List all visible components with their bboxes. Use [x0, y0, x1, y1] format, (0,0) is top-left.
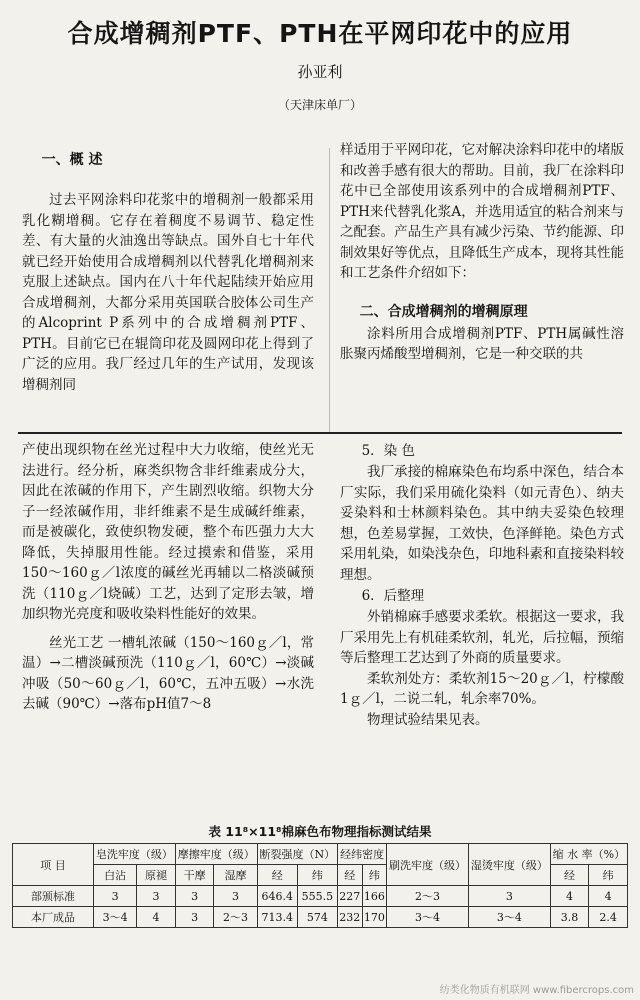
table-cell: 3～4 [94, 907, 137, 928]
subheader: 纬 [362, 865, 387, 886]
overview-paragraph: 过去平网涂料印花浆中的增稠剂一般都采用乳化糊增稠。它存在着稠度不易调节、稳定性差、有大量的火油逸出等缺点。国外自七十年代就已经开始使用合成增稠剂以代替乳化增稠剂来克服上述缺点。国内在八十年代起陆续开始应用合成增稠剂，大都分采用英国联合胶体公司生产的Alcoprint P系列中的合成增稠剂PTF、PTH。目前它已在辊筒印花及圆网印花上得到了广泛的应用。我厂经过几年的生产试用，发现该增稠剂同 [22, 192, 314, 393]
author-name: 孙亚利 [297, 63, 343, 81]
table-cell: 646.4 [257, 886, 297, 907]
row-label: 本厂成品 [13, 907, 94, 928]
affiliation: （天津床单厂） [277, 98, 362, 112]
softener-recipe: 柔软剂处方：柔软剂15～20ｇ／l，柠檬酸1ｇ／l，二说二轧，轧余率70%。 [340, 670, 624, 707]
site-watermark: 纺类化物质有机联网 www.fibercrops.com [439, 985, 634, 996]
dyeing-heading: 5．染 色 [361, 443, 415, 459]
subheader: 经 [338, 865, 363, 886]
header-soap: 皂洗牢度（级） [94, 844, 176, 865]
principle-paragraph: 涂料所用合成增稠剂PTF、PTH属碱性溶胀聚丙烯酸型增稠剂，它是一种交联的共 [340, 325, 624, 362]
subheader: 纬 [589, 865, 628, 886]
dyeing-paragraph: 我厂承接的棉麻染色布均系中深色，结合本厂实际，我们采用硫化染料（如元青色）、纳夫妥染料和士林颜料染色。其中纳夫妥染色较理想，色差易掌握，工效快，色泽鲜艳。染色方式采用轧染，如染浅杂色，印地科素和直接染料较理想。 [340, 464, 624, 583]
table-cell: 574 [297, 907, 337, 928]
table-cell: 3 [214, 886, 257, 907]
table-cell: 3 [94, 886, 137, 907]
table-header-row [13, 844, 628, 865]
finishing-heading: 6．后整理 [361, 588, 425, 604]
test-results-table [12, 843, 628, 928]
table-cell: 4 [137, 907, 176, 928]
header-rub: 摩擦牢度（级） [175, 844, 257, 865]
table-cell: 3～4 [387, 907, 469, 928]
table-cell: 170 [362, 907, 387, 928]
table-cell: 3～4 [468, 907, 550, 928]
subheader: 纬 [297, 865, 337, 886]
header-density: 经纬密度 [338, 844, 387, 865]
header-tensile: 断裂强度（N） [257, 844, 337, 865]
table-row [13, 907, 628, 928]
table-cell: 2～3 [214, 907, 257, 928]
table-cell: 2～3 [387, 886, 469, 907]
mercerizing-paragraph: 产使出现织物在丝光过程中大力收缩，使丝光无法进行。经分析，麻类织物含非纤维素成分大，因此在浓碱的作用下，产生剧烈收缩。织物大分子一经浓碱作用，非纤维素不是生成碱纤维素，而是被碳化，致使织物发硬，整个布匹强力大大降低，失掉服用性能。经过摸索和借鉴，采用150～160ｇ／l浓度的碱丝光再辅以二格淡碱预洗（110ｇ／l烧碱）工艺，达到了定形去皱，增加织物光亮度和吸收染料性能好的效果。 [22, 442, 314, 622]
table-cell: 555.5 [297, 886, 337, 907]
header-shrink: 缩 水 率（%） [550, 844, 627, 865]
table-cell: 3 [137, 886, 176, 907]
table-cell: 3 [175, 907, 214, 928]
subheader: 经 [550, 865, 589, 886]
table-caption: 表 11⁸×11⁸棉麻色布物理指标测试结果 [208, 824, 432, 839]
table-cell: 3.8 [550, 907, 589, 928]
subheader: 湿摩 [214, 865, 257, 886]
subheader: 白沾 [94, 865, 137, 886]
table-cell: 3 [175, 886, 214, 907]
section-heading-principle: 二、合成增稠剂的增稠原理 [359, 303, 528, 320]
table-cell: 232 [338, 907, 363, 928]
header-brush: 刷洗牢度（级） [387, 844, 469, 886]
left-column-top [22, 148, 314, 395]
table-cell: 227 [338, 886, 363, 907]
header-ironing: 湿烫牢度（级） [468, 844, 550, 886]
left-column-bottom [22, 440, 314, 715]
article-title: 合成增稠剂PTF、PTH在平网印花中的应用 [67, 19, 573, 48]
mercerizing-process: 丝光工艺 一槽轧浓碱（150～160ｇ／l，常温）→二槽淡碱预洗（110ｇ／l，60℃）→淡碱冲吸（50～60ｇ／l，60℃，五冲五吸）→水洗去碱（90℃）→落布pH值7～8 [22, 634, 314, 712]
table-cell: 4 [550, 886, 589, 907]
column-divider [329, 148, 330, 433]
table-cell: 166 [362, 886, 387, 907]
finishing-paragraph: 外销棉麻手感要求柔软。根据这一要求，我厂采用先上有机硅柔软剂，轧光，后拉幅，预缩等后整理工艺达到了外商的质量要求。 [340, 609, 624, 666]
subheader: 干摩 [175, 865, 214, 886]
table-cell: 3 [468, 886, 550, 907]
header-item: 项 目 [13, 844, 94, 886]
page-split-rule [18, 432, 622, 434]
table-row [13, 886, 628, 907]
right-column-top [340, 140, 624, 365]
table-cell: 713.4 [257, 907, 297, 928]
right-column-bottom [340, 440, 624, 730]
table-cell: 4 [589, 886, 628, 907]
table-cell: 2.4 [589, 907, 628, 928]
subheader: 经 [257, 865, 297, 886]
section-heading-overview: 一、概 述 [41, 152, 103, 168]
row-label: 部颁标准 [13, 886, 94, 907]
intro-continuation: 样适用于平网印花，它对解决涂料印花中的堵版和改善手感有很大的帮助。目前，我厂在涂料印花中已全部使用该系列中的合成增稠剂PTF、PTH来代替乳化浆A，并选用适宜的粘合剂来与之配套。产品生产具有减少污染、节约能源、印制效果好等优点，且降低生产成本，现将其性能和工艺条件介绍如下： [340, 142, 624, 281]
subheader: 原褪 [137, 865, 176, 886]
results-note: 物理试验结果见表。 [367, 711, 489, 728]
